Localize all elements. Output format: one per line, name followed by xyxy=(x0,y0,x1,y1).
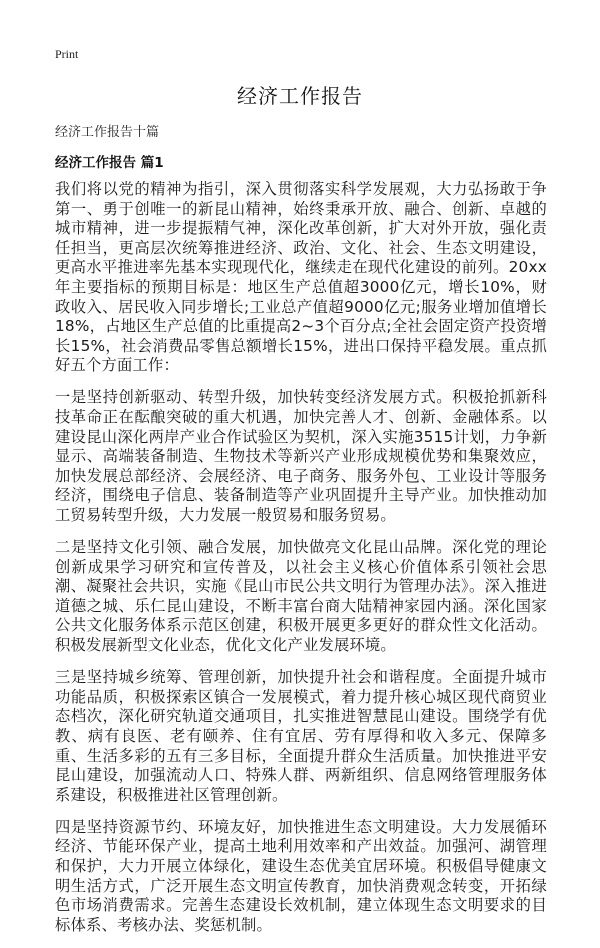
paragraph-innovation: 一是坚持创新驱动、转型升级，加快转变经济发展方式。积极抢抓新科技革命正在酝酿突破的重大机遇，加快完善人才、创新、金融体系。以建设昆山深化两岸产业合作试验区为契机，深入实施3515计划，力争新显示、高端装备制造、生物技术等新兴产业形成规模优势和集聚效应，加快发展总部经济、会展经济、电子商务、服务外包、工业设计等服务经济，围绕电子信息、装备制造等产业巩固提升主导产业。加快推动加工贸易转型升级，大力发展一般贸易和服务贸易。 xyxy=(55,388,547,524)
paragraph-culture: 二是坚持文化引领、融合发展，加快做亮文化昆山品牌。深化党的理论创新成果学习研究和宣传普及，以社会主义核心价值体系引领社会思潮、凝聚社会共识，实施《昆山市民公共文明行为管理办法》。深入推进道德之城、乐仁昆山建设，不断丰富台商大陆精神家园内涵。深化国家公共文化服务体系示范区创建，积极开展更多更好的群众性文化活动。积极发展新型文化业态，优化文化产业发展环境。 xyxy=(55,538,547,655)
paragraph-ecology: 四是坚持资源节约、环境友好，加快推进生态文明建设。大力发展循环经济、节能环保产业，提高土地利用效率和产出效益。加强河、湖管理和保护，大力开展立体绿化，建设生态优美宜居环境。积极倡导健康文明生活方式，广泛开展生态文明宣传教育，加快消费观念转变，开拓绿色市场消费需求。完善生态建设长效机制，建立体现生态文明要求的目标体系、考核办法、奖惩机制。 xyxy=(55,817,547,934)
paragraph-urban-rural: 三是坚持城乡统筹、管理创新，加快提升社会和谐程度。全面提升城市功能品质，积极探索区镇合一发展模式，着力提升核心城区现代商贸业态档次，深化研究轨道交通项目，扎实推进智慧昆山建设。围绕学有优教、病有良医、老有颐养、住有宜居、劳有厚得和收入多元、保障多重、生活多彩的五有三多目标，全面提升群众生活质量。加快推进平安昆山建设，加强流动人口、特殊人群、两新组织、信息网络管理服务体系建设，积极推进社区管理创新。 xyxy=(55,668,547,804)
document-body xyxy=(55,180,547,948)
document-subtitle: 经济工作报告十篇 xyxy=(55,125,160,140)
print-label: Print xyxy=(55,47,79,61)
document-title: 经济工作报告 xyxy=(237,84,363,108)
paragraph-intro: 我们将以党的精神为指引，深入贯彻落实科学发展观，大力弘扬敢于争第一、勇于创唯一的新昆山精神，始终秉承开放、融合、创新、卓越的城市精神，进一步提振精气神，深化改革创新，扩大对外开放，强化责任担当，更高层次统筹推进经济、政治、文化、社会、生态文明建设，更高水平推进率先基本实现现代化，继续走在现代化建设的前列。20xx年主要指标的预期目标是：地区生产总值超3000亿元，增长10%，财政收入、居民收入同步增长;工业总产值超9000亿元;服务业增加值增长18%，占地区生产总值的比重提高2~3个百分点;全社会固定资产投资增长15%，社会消费品零售总额增长15%，进出口保持平稳发展。重点抓好五个方面工作： xyxy=(55,180,547,375)
section-heading: 经济工作报告 篇1 xyxy=(55,155,164,171)
